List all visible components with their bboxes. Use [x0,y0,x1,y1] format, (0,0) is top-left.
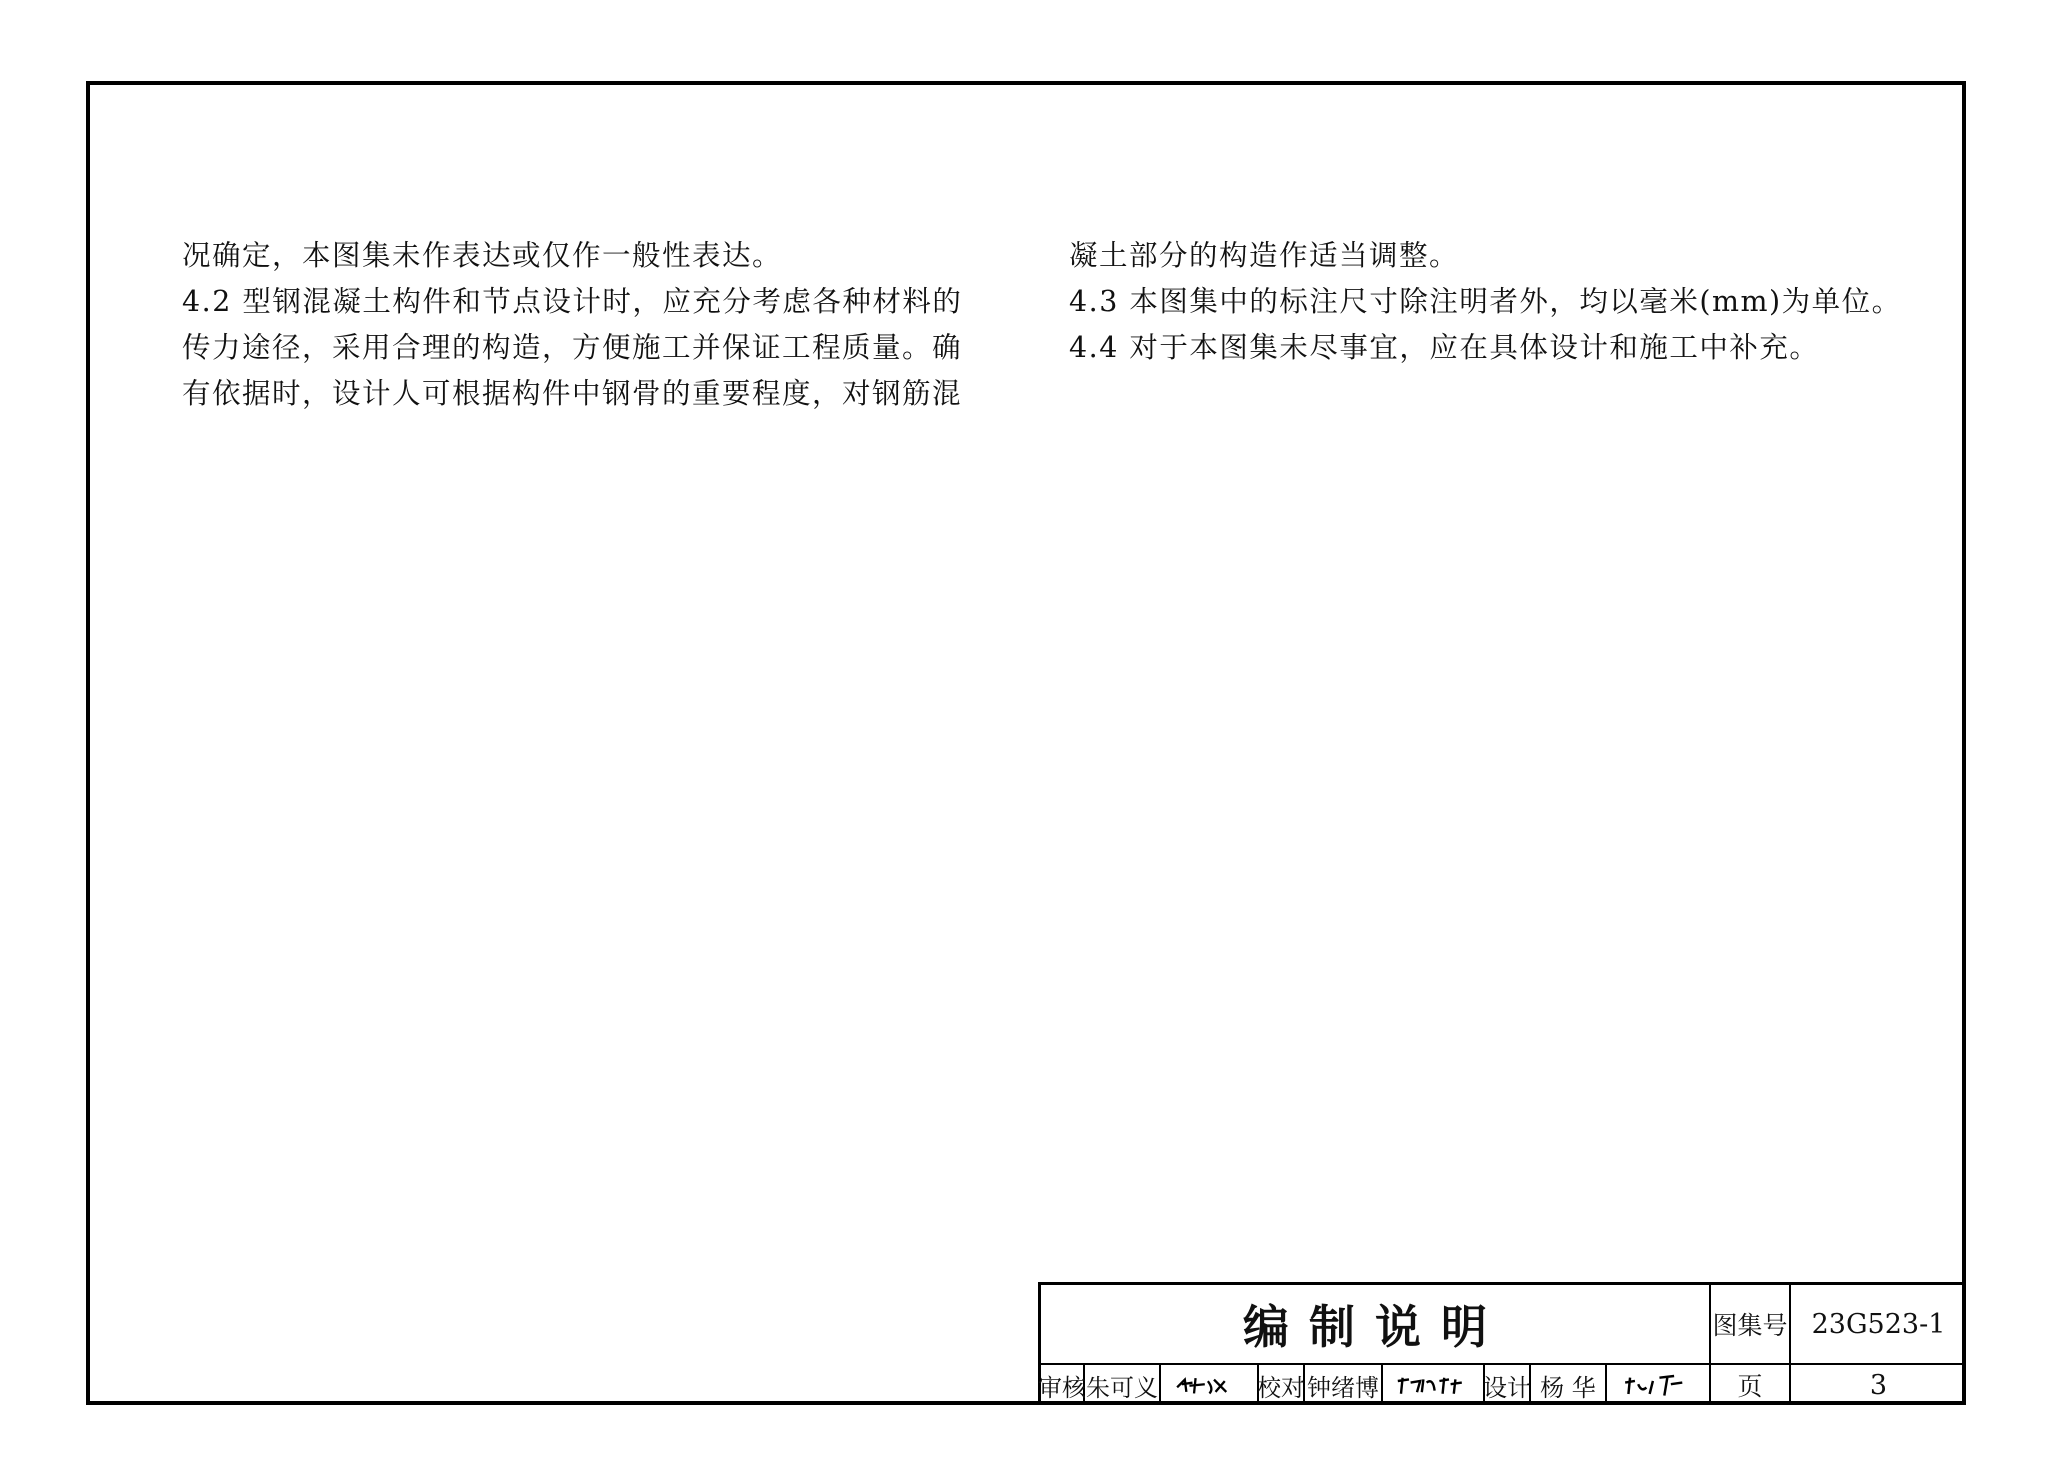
checker-name: 钟绪博 [1305,1365,1383,1405]
note-line: 传力途径，采用合理的构造，方便施工并保证工程质量。确 [182,331,963,364]
note-line: 况确定，本图集未作表达或仅作一般性表达。 [182,239,783,272]
note-line: 凝土部分的构造作适当调整。 [1069,239,1460,272]
atlas-number-label: 图集号 [1711,1285,1791,1365]
review-label: 审核 [1041,1365,1085,1405]
reviewer-signature [1161,1365,1259,1405]
note-line: 4.4 对于本图集未尽事宜，应在具体设计和施工中补充。 [1069,331,1820,364]
handwritten-signature [1171,1370,1248,1400]
drawing-title: 编制说明 [1041,1285,1711,1365]
page-number: 3 [1869,1369,1888,1401]
reviewer-name: 朱可义 [1085,1365,1161,1405]
note-line: 4.2 型钢混凝土构件和节点设计时，应充分考虑各种材料的 [182,285,963,318]
atlas-number: 23G523-1 [1791,1285,1966,1365]
title-block [1038,1282,1966,1405]
signature-row [1038,1365,1711,1405]
note-line: 4.3 本图集中的标注尺寸除注明者外，均以毫米(mm)为单位。 [1069,285,1902,318]
designer-signature [1607,1365,1709,1405]
handwritten-signature [1617,1370,1699,1400]
checker-signature [1383,1365,1485,1405]
designer-name: 杨 华 [1531,1365,1607,1405]
notes-right-column [1069,233,1902,371]
page-label: 页 [1711,1365,1791,1405]
design-label: 设计 [1485,1365,1531,1405]
handwritten-signature [1393,1370,1473,1400]
notes-left-column [182,233,962,417]
note-line: 有依据时，设计人可根据构件中钢骨的重要程度，对钢筋混 [182,377,963,410]
check-label: 校对 [1259,1365,1305,1405]
